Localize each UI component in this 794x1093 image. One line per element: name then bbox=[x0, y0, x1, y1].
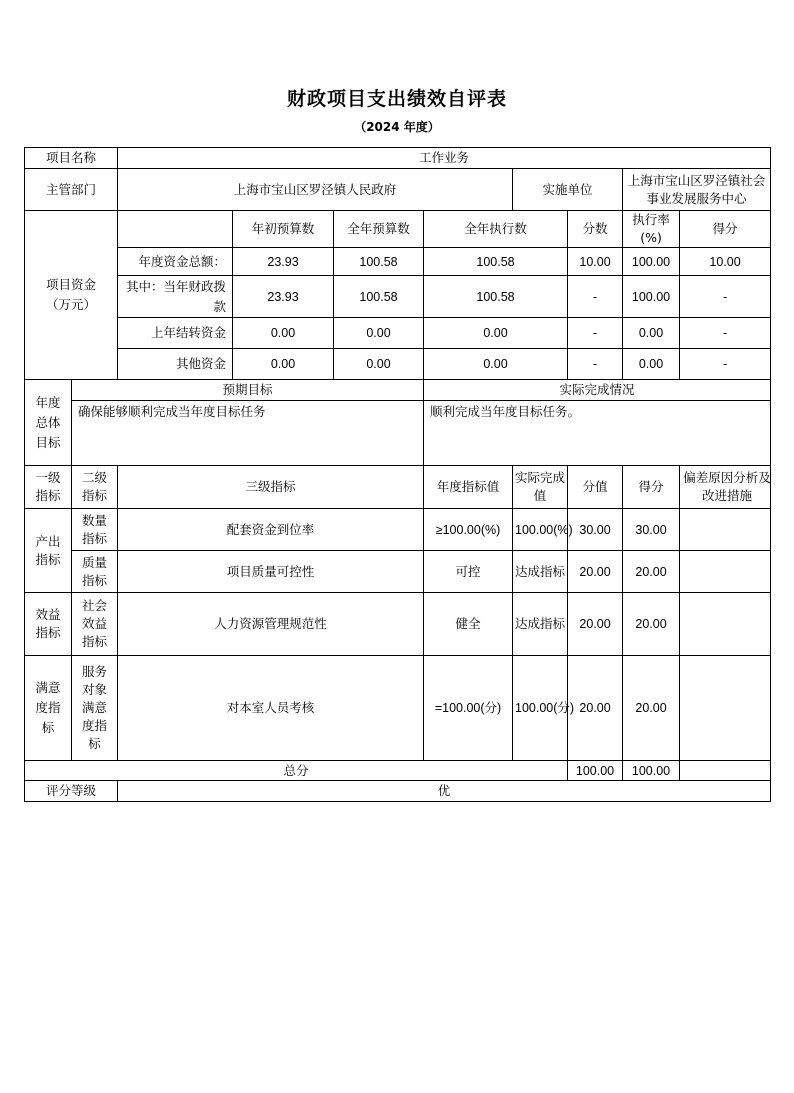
funds-cell: - bbox=[568, 349, 623, 380]
funds-cell: 10.00 bbox=[680, 248, 771, 276]
indicator-got: 20.00 bbox=[623, 551, 680, 593]
total-got: 100.00 bbox=[623, 761, 680, 781]
funds-header: 执行率(%) bbox=[623, 211, 680, 248]
indicator-note bbox=[680, 551, 771, 593]
indicator-level2-text: 社会效益指标 bbox=[81, 598, 107, 649]
grade-value: 优 bbox=[118, 781, 771, 802]
funds-cell: 23.93 bbox=[233, 248, 334, 276]
funds-cell: 0.00 bbox=[334, 318, 424, 349]
indicator-level1 bbox=[25, 509, 72, 593]
funds-cell: 100.58 bbox=[424, 248, 568, 276]
indicator-note bbox=[680, 593, 771, 656]
indicator-level3: 人力资源管理规范性 bbox=[118, 593, 424, 656]
indicator-score: 20.00 bbox=[568, 656, 623, 761]
funds-cell: 0.00 bbox=[623, 349, 680, 380]
indicator-level1 bbox=[25, 593, 72, 656]
funds-row bbox=[25, 248, 771, 276]
indicator-header bbox=[25, 466, 72, 509]
department-row bbox=[25, 169, 771, 211]
funds-cell: 0.00 bbox=[233, 349, 334, 380]
funds-cell: 100.00 bbox=[623, 248, 680, 276]
indicator-score: 20.00 bbox=[568, 593, 623, 656]
project-name-value: 工作业务 bbox=[118, 148, 771, 169]
funds-row bbox=[25, 349, 771, 380]
funds-cell: 100.58 bbox=[334, 248, 424, 276]
indicator-score: 20.00 bbox=[568, 551, 623, 593]
funds-row-label: 年度资金总额： bbox=[118, 248, 233, 276]
indicator-header-text: 一级指标 bbox=[35, 470, 61, 503]
project-name-label: 项目名称 bbox=[25, 148, 118, 169]
indicator-actual: 达成指标 bbox=[513, 593, 568, 656]
indicator-level3: 配套资金到位率 bbox=[118, 509, 424, 551]
funds-row bbox=[25, 318, 771, 349]
indicator-actual: 100.00(分) bbox=[513, 656, 568, 761]
funds-cell: 0.00 bbox=[424, 349, 568, 380]
indicator-header-text: 偏差原因分析及改进措施 bbox=[683, 470, 771, 503]
indicator-actual: 达成指标 bbox=[513, 551, 568, 593]
indicator-level2-text: 数量指标 bbox=[81, 512, 107, 546]
funds-cell: 23.93 bbox=[233, 276, 334, 318]
funds-cell: - bbox=[568, 318, 623, 349]
indicator-row bbox=[25, 551, 771, 593]
indicator-header bbox=[680, 466, 771, 509]
report-title: 财政项目支出绩效自评表 bbox=[286, 88, 507, 110]
indicator-got: 20.00 bbox=[623, 593, 680, 656]
indicator-level3: 项目质量可控性 bbox=[118, 551, 424, 593]
funds-cell: - bbox=[680, 318, 771, 349]
funds-row-label: 上年结转资金 bbox=[118, 318, 233, 349]
goals-expected-header: 预期目标 bbox=[72, 380, 424, 401]
funds-header: 全年预算数 bbox=[334, 211, 424, 248]
impl-value: 上海市宝山区罗泾镇社会事业发展服务中心 bbox=[623, 169, 771, 211]
impl-label: 实施单位 bbox=[513, 169, 623, 211]
indicator-header-row bbox=[25, 466, 771, 509]
indicator-level1 bbox=[25, 656, 72, 761]
dept-value: 上海市宝山区罗泾镇人民政府 bbox=[118, 169, 513, 211]
goals-actual-header: 实际完成情况 bbox=[424, 380, 771, 401]
funds-cell: 10.00 bbox=[568, 248, 623, 276]
goals-header-row bbox=[25, 380, 771, 401]
total-score: 100.00 bbox=[568, 761, 623, 781]
indicator-note bbox=[680, 656, 771, 761]
funds-cell: 100.58 bbox=[424, 276, 568, 318]
funds-label-text: 项目资金（万元） bbox=[45, 277, 96, 312]
indicator-level2 bbox=[72, 593, 118, 656]
indicator-level2-text: 服务对象满意度指标 bbox=[81, 664, 107, 751]
project-name-row bbox=[25, 148, 771, 169]
indicator-row bbox=[25, 509, 771, 551]
indicator-target: 健全 bbox=[424, 593, 513, 656]
indicator-row bbox=[25, 593, 771, 656]
funds-cell: 0.00 bbox=[334, 349, 424, 380]
funds-cell: - bbox=[568, 276, 623, 318]
funds-header-blank bbox=[118, 211, 233, 248]
goals-label bbox=[25, 380, 72, 466]
indicator-header: 年度指标值 bbox=[424, 466, 513, 509]
indicator-target: =100.00(分) bbox=[424, 656, 513, 761]
goals-label-text: 年度总体目标 bbox=[35, 394, 61, 450]
funds-row bbox=[25, 276, 771, 318]
indicator-row bbox=[25, 656, 771, 761]
total-note bbox=[680, 761, 771, 781]
funds-header: 分数 bbox=[568, 211, 623, 248]
goals-content-row bbox=[25, 401, 771, 466]
indicator-level1-text: 满意度指标 bbox=[35, 680, 61, 735]
funds-header: 全年执行数 bbox=[424, 211, 568, 248]
funds-header: 年初预算数 bbox=[233, 211, 334, 248]
indicator-header bbox=[72, 466, 118, 509]
indicator-header: 分值 bbox=[568, 466, 623, 509]
funds-cell: 0.00 bbox=[623, 318, 680, 349]
funds-label bbox=[25, 211, 118, 380]
funds-cell: - bbox=[680, 349, 771, 380]
indicator-got: 30.00 bbox=[623, 509, 680, 551]
indicator-target: ≥100.00(%) bbox=[424, 509, 513, 551]
indicator-note bbox=[680, 509, 771, 551]
report-year: （2024 年度） bbox=[354, 120, 440, 134]
indicator-header: 得分 bbox=[623, 466, 680, 509]
funds-cell: 100.58 bbox=[334, 276, 424, 318]
indicator-level3: 对本室人员考核 bbox=[118, 656, 424, 761]
indicator-level1-text: 产出指标 bbox=[35, 533, 61, 567]
indicator-got: 20.00 bbox=[623, 656, 680, 761]
goals-expected: 确保能够顺利完成当年度目标任务 bbox=[72, 401, 424, 466]
funds-cell: 0.00 bbox=[233, 318, 334, 349]
indicator-header: 三级指标 bbox=[118, 466, 424, 509]
indicator-header: 实际完成值 bbox=[513, 466, 568, 509]
indicator-level2 bbox=[72, 551, 118, 593]
indicator-score: 30.00 bbox=[568, 509, 623, 551]
goals-actual: 顺利完成当年度目标任务。 bbox=[424, 401, 771, 466]
grade-label: 评分等级 bbox=[25, 781, 118, 802]
funds-header: 得分 bbox=[680, 211, 771, 248]
evaluation-table bbox=[24, 147, 771, 802]
indicator-level2 bbox=[72, 509, 118, 551]
funds-header-row bbox=[25, 211, 771, 248]
indicator-level1-text: 效益指标 bbox=[35, 607, 61, 640]
indicator-header-text: 二级指标 bbox=[81, 470, 107, 503]
grade-row bbox=[25, 781, 771, 802]
funds-row-label: 其他资金 bbox=[118, 349, 233, 380]
indicator-level2-text: 质量指标 bbox=[81, 554, 107, 588]
indicator-level2 bbox=[72, 656, 118, 761]
funds-row-label: 其中：当年财政拨款 bbox=[118, 276, 233, 318]
total-label: 总分 bbox=[25, 761, 568, 781]
total-row bbox=[25, 761, 771, 781]
funds-cell: 100.00 bbox=[623, 276, 680, 318]
dept-label: 主管部门 bbox=[25, 169, 118, 211]
indicator-actual: 100.00(%) bbox=[513, 509, 568, 551]
indicator-target: 可控 bbox=[424, 551, 513, 593]
funds-cell: 0.00 bbox=[424, 318, 568, 349]
funds-cell: - bbox=[680, 276, 771, 318]
